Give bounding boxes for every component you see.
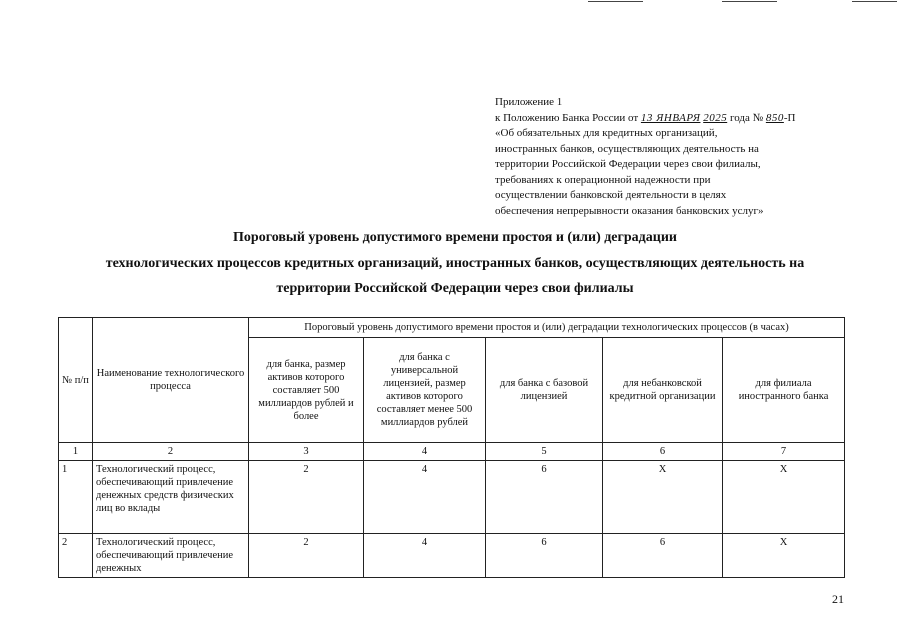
appendix-line: обеспечения непрерывности оказания банковских услуг» [495,204,764,217]
value-foreign-bank-branch: Х [723,534,845,578]
value-large-bank: 2 [249,461,364,534]
column-number: 7 [723,443,845,461]
column-number: 6 [603,443,723,461]
column-number: 4 [364,443,486,461]
appendix-heading: Приложение 1 [495,96,563,108]
table-row [59,461,845,534]
value-basic-bank: 6 [486,461,603,534]
row-number: 2 [59,534,93,578]
header-threshold-group: Пороговый уровень допустимого времени простоя и (или) деградации технологических процессов (в часах) [249,318,845,338]
title-line: технологических процессов кредитных организаций, иностранных банков, осуществляющих деятельность на [105,255,805,271]
header-foreign-bank-branch: для филиала иностранного банка [723,338,845,443]
page-number: 21 [832,592,844,606]
value-basic-bank: 6 [486,534,603,578]
appendix-line: требованиях к операционной надежности при [495,173,711,186]
header-universal-bank: для банка с универсальной лицензией, размер активов которого составляет менее 500 миллиардов рублей [364,338,486,443]
column-number: 5 [486,443,603,461]
title-line: Пороговый уровень допустимого времени простоя и (или) деградации [233,230,677,245]
scan-edge-line [852,1,897,2]
value-universal-bank: 4 [364,534,486,578]
appendix-note [495,95,895,219]
appendix-line: осуществлении банковской деятельности в целях [495,189,727,201]
header-number: № п/п [59,318,93,443]
handwritten-number: 850 [765,111,784,124]
header-process-name: Наименование технологического процесса [93,318,249,443]
value-nonbank-credit-org: Х [603,461,723,534]
header-large-bank: для банка, размер активов которого составляет 500 миллиардов рублей и более [249,338,364,443]
value-universal-bank: 4 [364,461,486,534]
column-numbers-row [59,443,845,461]
appendix-line: территории Российской Федерации через свои филиалы, [495,158,761,170]
appendix-line: «Об обязательных для кредитных организаций, [495,127,718,139]
document-title [40,225,870,302]
title-line: территории Российской Федерации через свои филиалы [276,281,634,296]
table-header-row [59,318,845,338]
scan-edge-line [588,1,643,2]
row-number: 1 [59,461,93,534]
appendix-reference: к Положению Банка России от 13 ЯНВАРЯ 2025 года № 850-П [495,111,796,124]
process-name: Технологический процесс, обеспечивающий привлечение денежных [93,534,249,578]
value-foreign-bank-branch: Х [723,461,845,534]
handwritten-year: 2025 [703,111,728,124]
handwritten-date: 13 ЯНВАРЯ [640,111,701,124]
value-large-bank: 2 [249,534,364,578]
column-number: 3 [249,443,364,461]
table-row [59,534,845,578]
appendix-line: иностранных банков, осуществляющих деятельность на [495,142,759,155]
value-nonbank-credit-org: 6 [603,534,723,578]
process-name: Технологический процесс, обеспечивающий привлечение денежных средств физических лиц во вклады [93,461,249,534]
scan-edge-line [722,1,777,2]
threshold-table [58,317,845,578]
column-number: 2 [93,443,249,461]
header-nonbank-credit-org: для небанковской кредитной организации [603,338,723,443]
column-number: 1 [59,443,93,461]
header-basic-bank: для банка с базовой лицензией [486,338,603,443]
